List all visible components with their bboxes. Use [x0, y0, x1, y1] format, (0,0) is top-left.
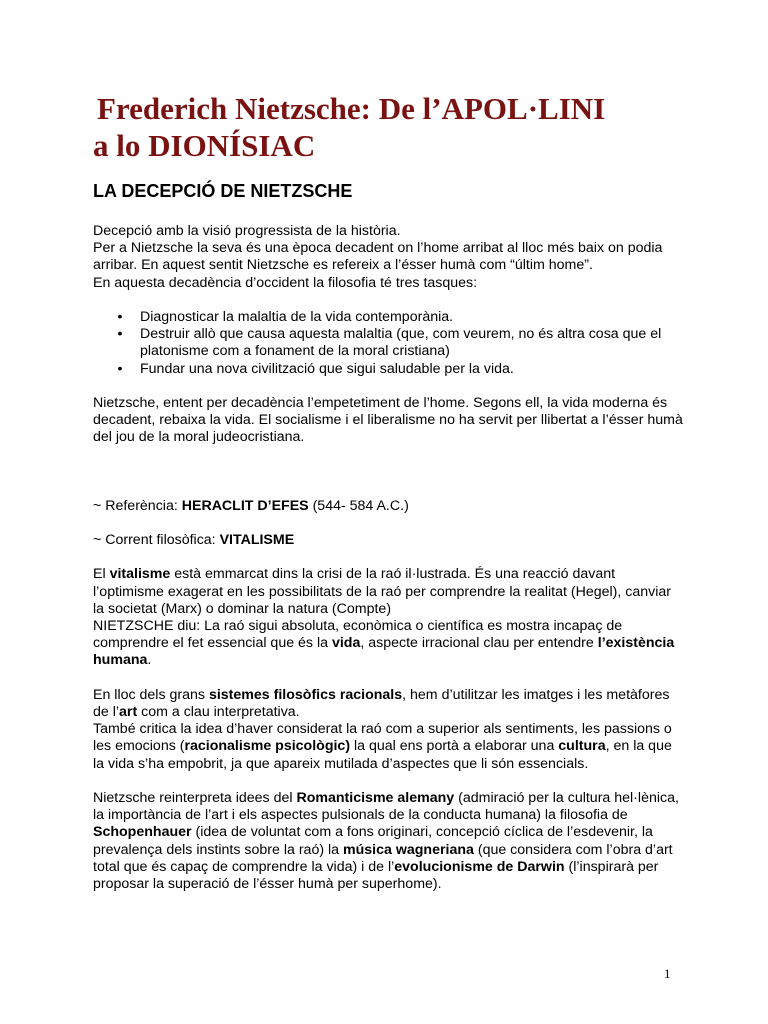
list-item: • Destruir allò que causa aquesta malaltia (que, com veurem, no és altra cosa que el platonisme com a fonament de la moral cristiana): [93, 326, 683, 360]
sistemes-paragraph: En lloc dels grans sistemes filosòfics racionals, hem d’utilitzar les imatges i les metàfores de l’art com a clau interpretativa.: [93, 686, 670, 720]
bullet-icon: •: [117, 360, 123, 377]
tasks-list: [93, 309, 683, 378]
bullet-icon: •: [117, 326, 123, 343]
decadence-paragraph: Nietzsche, entent per decadència l’empetetiment de l’home. Segons ell, la vida moderna és decadent, rebaixa la vida. El socialisme i el liberalisme no ha servit per llibertat a l’ésser humà del jou de la moral judeocristiana.: [93, 395, 683, 446]
page-number: 1: [664, 966, 671, 981]
section-heading: LA DECEPCIÓ DE NIETZSCHE: [93, 181, 353, 201]
romanticisme-paragraph: Nietzsche reinterpreta idees del Romanticisme alemany (admiració per la cultura hel·lènica, la importància de l’art i els aspectes pulsionals de la conducta humana) la filosofia de Schopenhauer (idea de voluntat com a fons originari, concepció cíclica de l’esdevenir, la prevalença dels instints sobre la raó) la música wagneriana (que considera com l’obra d’art total que és capaç de comprendre la vida) i de l’evolucionisme de Darwin (l’inspirarà per proposar la superació de l’ésser humà per superhome).: [93, 790, 679, 893]
title-line-2: a lo DIONÍSIAC: [93, 128, 316, 163]
nietzsche-says-paragraph: NIETZSCHE diu: La raó sigui absoluta, econòmica o científica es mostra incapaç de comprendre el fet essencial que és la vida, aspecte irracional clau per entendre l’existència humana.: [93, 618, 675, 669]
document-title: [93, 90, 733, 164]
intro-paragraph-3: En aquesta decadència d’occident la filosofia té tres tasques:: [93, 274, 478, 291]
intro-paragraph-1: Decepció amb la visió progressista de la història.: [93, 223, 401, 239]
reference-line: ~ Referència: HERACLIT D’EFES (544- 584 A.C.): [93, 497, 409, 514]
critica-paragraph: També critica la idea d’haver considerat la raó com a superior als sentiments, les passions o les emocions (racionalisme psicològic) la qual ens portà a elaborar una cultura, en la que la vida s’ha empobrit, ja que apareix mutilada d’aspectes que li són essencials.: [93, 721, 672, 772]
vitalisme-paragraph: El vitalisme està emmarcat dins la crisi de la raó il·lustrada. És una reacció davant l’optimisme exagerat en les possibilitats de la raó per comprendre la realitat (Hegel), canviar la societat (Marx) o dominar la natura (Compte): [93, 566, 672, 617]
current-line: ~ Corrent filosòfica: VITALISME: [93, 532, 295, 548]
list-item: • Fundar una nova civilització que sigui saludable per la vida.: [93, 361, 683, 378]
list-item: • Diagnosticar la malaltia de la vida contemporània.: [93, 309, 683, 326]
intro-paragraph-2: Per a Nietzsche la seva és una època decadent on l’home arribat al lloc més baix on podia arribar. En aquest sentit Nietzsche es refereix a l’ésser humà com “últim home”.: [93, 240, 663, 274]
title-line-1: Frederich Nietzsche: De l’APOL·LINI: [97, 91, 606, 126]
document-body: [93, 223, 683, 893]
bullet-icon: •: [117, 309, 123, 325]
